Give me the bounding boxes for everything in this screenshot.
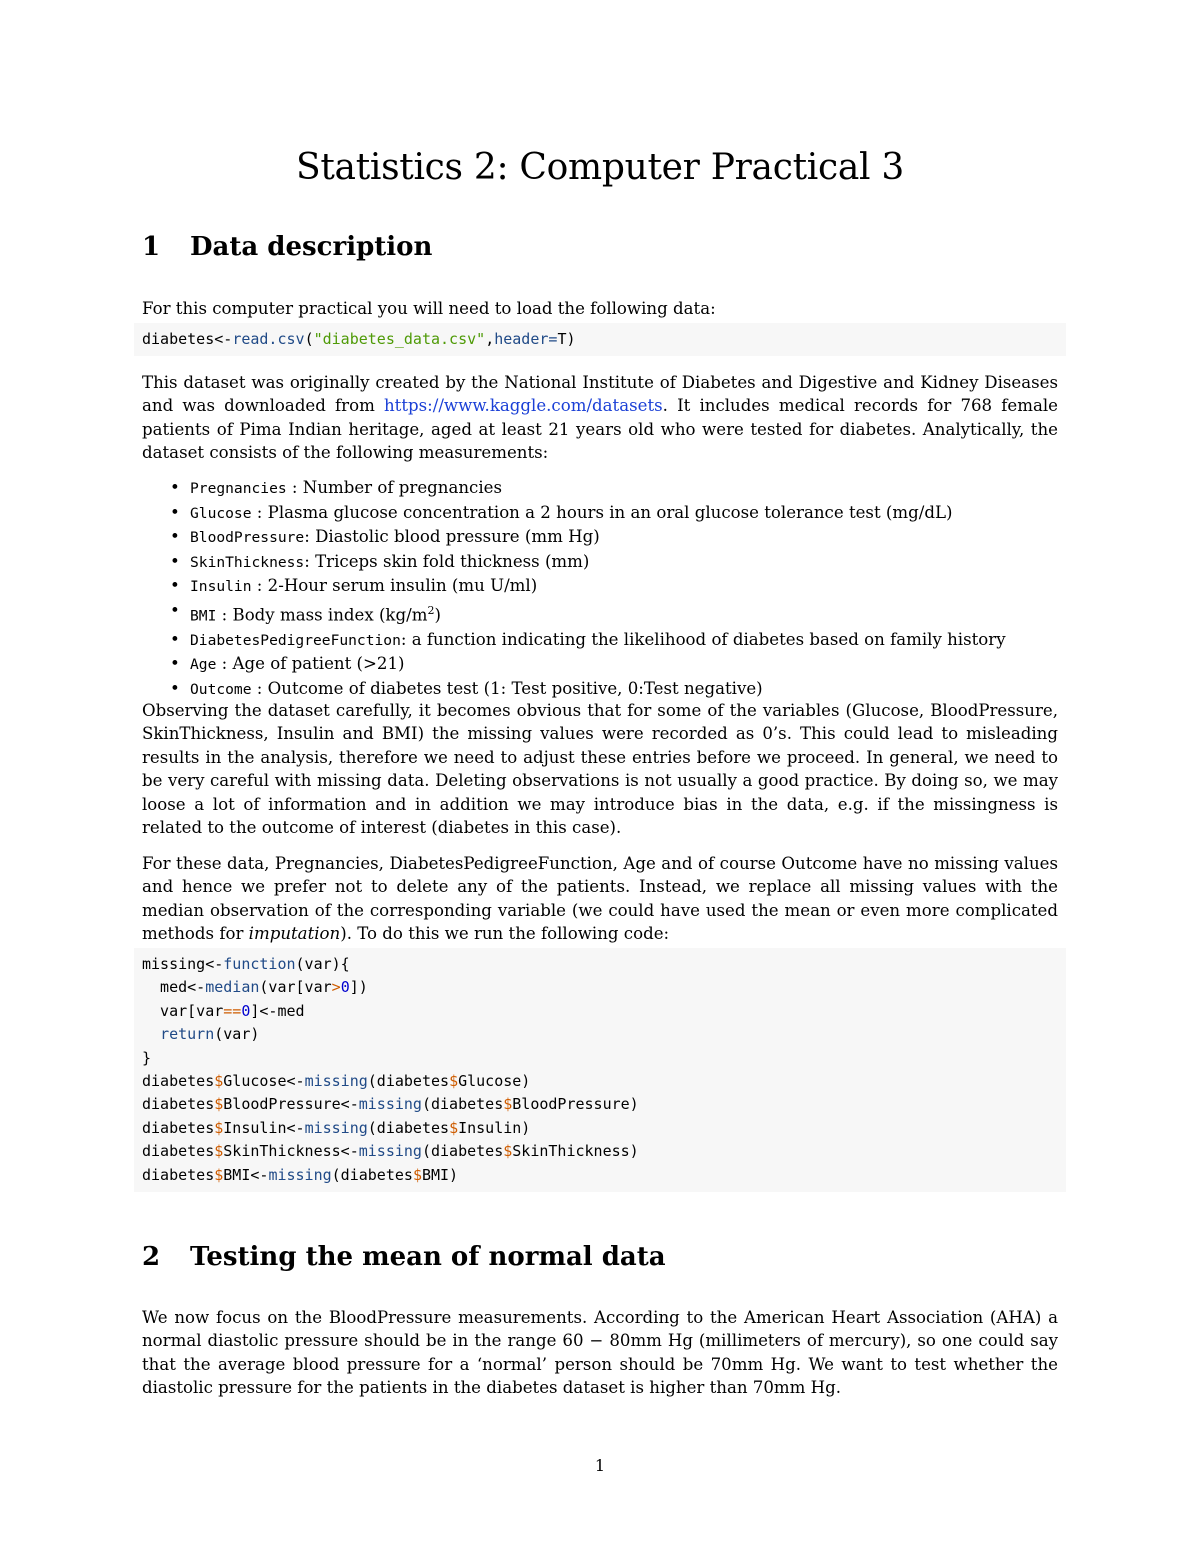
section-2-paragraph: We now focus on the BloodPressure measurements. According to the American Heart Association (AHA) a normal diastolic pressure should be in the range 60 − 80mm Hg (millimeters of mercury), so one could say that the average blood pressure for a ‘normal’ person should be 70mm Hg. We want to test whether the diastolic pressure for the patients in the diabetes dataset is higher than 70mm Hg. bbox=[142, 1308, 1058, 1398]
code-line bbox=[142, 1140, 1058, 1163]
section-1-paragraph-3 bbox=[142, 852, 1058, 946]
document-title: Statistics 2: Computer Practical 3 bbox=[296, 147, 904, 188]
section-1-intro: For this computer practical you will need to load the following data: bbox=[142, 299, 716, 318]
code-token: $ bbox=[449, 1118, 459, 1137]
code-line bbox=[142, 1047, 1058, 1070]
code-token: "diabetes_data.csv" bbox=[313, 330, 486, 348]
code-token: header= bbox=[494, 330, 558, 348]
emphasis-text: imputation bbox=[248, 924, 341, 944]
measurement-name: Insulin bbox=[190, 578, 252, 595]
measurement-name: Glucose bbox=[190, 504, 252, 522]
measurement-item bbox=[170, 599, 1070, 628]
code-token: <- bbox=[214, 330, 233, 348]
code-token: $ bbox=[503, 1142, 513, 1161]
paragraph-text: . It includes medical records for 768 female patients of Pima Indian heritage, aged at least 21 years old who were tested for diabetes. Analytically, the dataset consists of the following measurements: bbox=[142, 396, 1058, 463]
code-token: $ bbox=[214, 1071, 224, 1090]
measurement-name: SkinThickness bbox=[190, 553, 305, 571]
code-token: diabetes bbox=[142, 1095, 215, 1114]
page-number: 1 bbox=[594, 1456, 606, 1475]
measurement-item bbox=[170, 476, 1070, 501]
measurement-separator: : bbox=[216, 654, 233, 674]
code-token: function bbox=[223, 955, 296, 973]
code-block-load bbox=[134, 323, 1066, 356]
measurement-name: DiabetesPedigreeFunction bbox=[190, 631, 401, 649]
code-token: diabetes bbox=[142, 1118, 215, 1137]
paragraph-text: This dataset was originally created by the National Institute of Diabetes and Digestive and Kidney Diseases and was downloaded from bbox=[142, 373, 1058, 416]
code-token: (var) bbox=[214, 1025, 260, 1044]
code-token: (diabetes bbox=[367, 1118, 450, 1137]
measurement-separator: : bbox=[251, 502, 268, 522]
section-2-number: 2 bbox=[142, 1242, 161, 1272]
code-block-missing bbox=[134, 948, 1066, 1192]
code-line bbox=[142, 1070, 1058, 1093]
measurement-name: BloodPressure bbox=[190, 529, 305, 546]
code-token: (diabetes bbox=[367, 1071, 450, 1090]
code-token: 0 bbox=[340, 978, 350, 997]
section-1-number: 1 bbox=[142, 232, 161, 262]
measurement-description: Plasma glucose concentration a 2 hours in an oral glucose tolerance test (mg/dL) bbox=[267, 502, 953, 522]
code-token: SkinThickness) bbox=[512, 1142, 639, 1161]
code-token: ( bbox=[304, 330, 314, 348]
measurement-separator: : bbox=[304, 527, 316, 546]
code-token: Glucose<- bbox=[223, 1071, 305, 1090]
code-token: ]<-med bbox=[250, 1001, 305, 1020]
code-token: $ bbox=[214, 1118, 224, 1137]
code-token: diabetes bbox=[142, 1071, 215, 1090]
section-1-paragraph-2: Observing the dataset carefully, it becomes obvious that for some of the variables (Glucose, BloodPressure, SkinThickness, Insulin and BMI) the missing values were recorded as 0’s. This could lead to misleading results in the analysis, therefore we need to adjust these entries before we proceed. In general, we need to be very careful with missing data. Deleting observations is not usually a good practice. By doing so, we may loose a lot of information and in addition we may introduce bias in the data, e.g. if the missingness is related to the outcome of interest (diabetes in this case). bbox=[142, 701, 1058, 838]
code-token: missing bbox=[268, 1165, 332, 1184]
code-line bbox=[142, 1164, 1058, 1187]
section-1-title: Data description bbox=[190, 232, 433, 262]
code-line bbox=[142, 1023, 1058, 1046]
measurement-description: Age of patient (>21) bbox=[232, 654, 405, 674]
measurement-description-end: ) bbox=[434, 605, 441, 625]
section-2-title: Testing the mean of normal data bbox=[190, 1242, 666, 1272]
section-1-heading bbox=[142, 232, 432, 262]
code-token: BloodPressure<- bbox=[223, 1095, 359, 1114]
measurement-name: Pregnancies bbox=[190, 480, 287, 497]
code-line bbox=[142, 1117, 1058, 1140]
code-token: (diabetes bbox=[421, 1095, 504, 1114]
measurement-item bbox=[170, 550, 1070, 575]
section-2-heading bbox=[142, 1242, 666, 1272]
code-token: Insulin<- bbox=[223, 1118, 305, 1137]
paragraph-text: For these data, Pregnancies, DiabetesPedigreeFunction, Age and of course Outcome have no missing values and hence we prefer not to delete any of the patients. Instead, we replace all missing values with the median observation of the corresponding variable (we could have used the mean or even more complicated methods for bbox=[142, 854, 1058, 944]
code-token bbox=[142, 1025, 160, 1043]
code-token: read.csv bbox=[232, 330, 305, 348]
measurement-description: Triceps skin fold thickness (mm) bbox=[315, 551, 590, 571]
measurement-item bbox=[170, 574, 1070, 599]
code-token: T) bbox=[557, 330, 576, 348]
code-token: diabetes bbox=[142, 1142, 215, 1161]
code-token: diabetes bbox=[142, 1165, 215, 1184]
measurement-separator: : bbox=[400, 629, 412, 649]
code-token: BMI) bbox=[421, 1165, 459, 1184]
measurement-item bbox=[170, 628, 1070, 653]
code-token: (var[var bbox=[259, 978, 332, 997]
code-token: $ bbox=[449, 1071, 459, 1090]
measurement-separator: : bbox=[216, 605, 233, 625]
measurement-description: Body mass index (kg/m bbox=[232, 605, 428, 625]
code-token: missing bbox=[304, 1071, 368, 1090]
code-token: (var){ bbox=[295, 955, 350, 973]
code-token: Glucose) bbox=[458, 1071, 531, 1090]
code-token: missing bbox=[304, 1118, 368, 1137]
code-token: med<- bbox=[142, 978, 206, 997]
code-token: , bbox=[485, 330, 495, 348]
measurement-description: 2-Hour serum insulin (mu U/ml) bbox=[267, 576, 538, 595]
measurement-separator: : bbox=[251, 678, 268, 698]
code-token: == bbox=[223, 1001, 242, 1020]
code-token: $ bbox=[214, 1142, 224, 1161]
measurement-description: Diastolic blood pressure (mm Hg) bbox=[315, 527, 600, 546]
code-token: > bbox=[331, 978, 341, 997]
section-1-paragraph-1 bbox=[142, 371, 1058, 465]
measurement-separator: : bbox=[286, 478, 303, 497]
code-token: (diabetes bbox=[331, 1165, 413, 1184]
measurement-item bbox=[170, 677, 1070, 702]
code-token: (diabetes bbox=[421, 1142, 504, 1161]
code-token: missing<- bbox=[142, 955, 224, 973]
code-token: ]) bbox=[349, 978, 368, 997]
measurement-item bbox=[170, 501, 1070, 526]
measurement-item bbox=[170, 652, 1070, 677]
code-token: Insulin) bbox=[458, 1118, 531, 1137]
code-line bbox=[142, 1000, 1058, 1023]
measurement-name: Outcome bbox=[190, 680, 252, 698]
paragraph-text: ). To do this we run the following code: bbox=[340, 924, 670, 944]
measurement-name: Age bbox=[190, 656, 217, 674]
code-token: var[var bbox=[142, 1001, 224, 1020]
measurement-description: Outcome of diabetes test (1: Test positive, 0:Test negative) bbox=[267, 678, 763, 698]
code-token: } bbox=[142, 1048, 152, 1067]
code-line bbox=[142, 976, 1058, 999]
code-token: $ bbox=[503, 1095, 513, 1114]
measurement-description: a function indicating the likelihood of diabetes based on family history bbox=[411, 629, 1006, 649]
code-token: missing bbox=[358, 1142, 422, 1161]
measurement-description: Number of pregnancies bbox=[302, 478, 502, 497]
measurement-name: BMI bbox=[190, 607, 217, 625]
measurement-separator: : bbox=[251, 576, 268, 595]
measurement-separator: : bbox=[304, 551, 316, 571]
code-token: BMI<- bbox=[223, 1165, 269, 1184]
code-token: return bbox=[160, 1025, 215, 1044]
code-token: diabetes bbox=[142, 330, 215, 348]
code-token: $ bbox=[214, 1095, 224, 1114]
code-token: missing bbox=[358, 1095, 422, 1114]
kaggle-link[interactable]: https://www.kaggle.com/datasets bbox=[383, 396, 663, 416]
code-line bbox=[142, 953, 1058, 976]
code-token: $ bbox=[412, 1165, 422, 1184]
code-token: median bbox=[205, 978, 260, 997]
code-token: BloodPressure) bbox=[512, 1095, 639, 1114]
code-line bbox=[142, 1093, 1058, 1116]
code-token: 0 bbox=[241, 1001, 251, 1020]
measurement-list bbox=[170, 476, 1070, 701]
code-token: $ bbox=[214, 1165, 224, 1184]
code-token: SkinThickness<- bbox=[223, 1142, 359, 1161]
superscript: 2 bbox=[427, 603, 435, 617]
measurement-item bbox=[170, 525, 1070, 550]
